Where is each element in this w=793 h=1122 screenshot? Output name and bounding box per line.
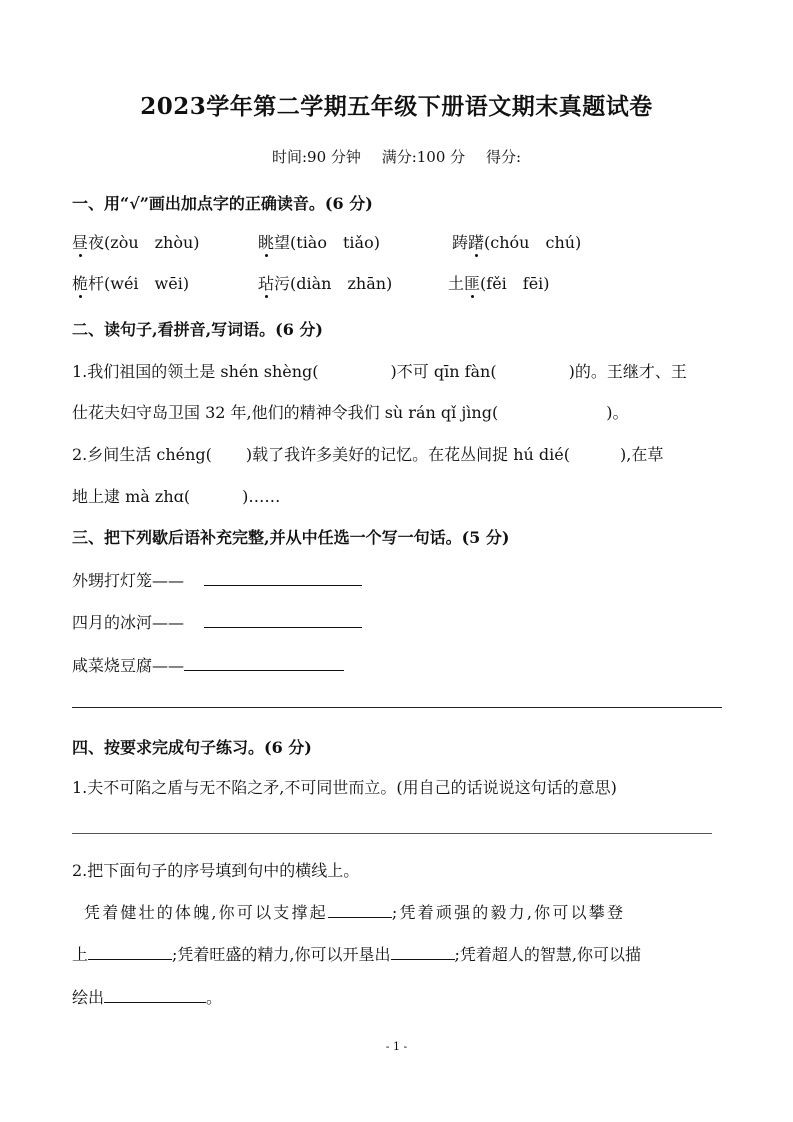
reading-item-4: 桅杆(wéi wēi)	[72, 274, 190, 293]
question2-2-line1: 2.乡间生活 chéng( )载了我许多美好的记忆。在花丛间捉 hú dié( ),在草	[72, 445, 664, 464]
question4-1-answer-line[interactable]	[72, 833, 712, 834]
question4-2-line3: 绘出 。	[72, 988, 223, 1007]
answer-blank[interactable]	[204, 584, 362, 586]
answer-blank[interactable]	[204, 626, 362, 628]
question2-1-line2: 仕花夫妇守岛卫国 32 年,他们的精神令我们 sù rán qǐ jìng( )。	[72, 403, 629, 422]
question4-2-line2: 上 ;凭着旺盛的精力,你可以开垦出 ;凭着超人的智慧,你可以描	[72, 945, 641, 964]
sentence-answer-line[interactable]	[72, 707, 722, 708]
page-number: - 1 -	[385, 1040, 408, 1053]
section3-heading: 三、把下列歇后语补充完整,并从中任选一个写一句话。(5 分)	[72, 528, 510, 547]
score-field: 得分:	[485, 148, 521, 166]
reading-item-2: 眺望(tiào tiǎo)	[258, 233, 380, 252]
reading-item-3: 踌躇(chóu chú)	[452, 233, 582, 252]
dotted-char: 昼	[72, 233, 89, 252]
question2-1-line1: 1.我们祖国的领土是 shén shèng( )不可 qīn fàn( )的。王继才、王	[72, 362, 687, 381]
exam-meta	[0, 146, 793, 167]
page-title: 2023学年第二学期五年级下册语文期末真题试卷	[140, 93, 653, 120]
time-limit: 时间:90 分钟	[272, 148, 361, 166]
full-score: 满分:100 分	[381, 148, 466, 166]
idiom-item-1: 外甥打灯笼——	[72, 568, 362, 591]
dotted-char: 眺	[258, 233, 275, 252]
idiom-item-3: 咸菜烧豆腐——	[72, 653, 344, 676]
section4-heading: 四、按要求完成句子练习。(6 分)	[72, 738, 312, 757]
reading-item-5: 玷污(diàn zhān)	[258, 274, 393, 293]
reading-item-1: 昼夜(zòu zhòu)	[72, 233, 200, 252]
section2-heading: 二、读句子,看拼音,写词语。(6 分)	[72, 320, 323, 339]
answer-blank[interactable]	[184, 669, 344, 671]
question4-2-line1: 凭着健壮的体魄,你可以支撑起 ;凭着顽强的毅力,你可以攀登	[84, 903, 626, 922]
question4-2: 2.把下面句子的序号填到句中的横线上。	[72, 861, 360, 880]
question4-1: 1.夫不可陷之盾与无不陷之矛,不可同世而立。(用自己的话说说这句话的意思)	[72, 778, 617, 797]
answer-blank[interactable]	[391, 958, 455, 960]
dotted-char: 匪	[464, 274, 481, 293]
reading-item-6: 土匪(fěi fēi)	[448, 274, 550, 293]
dotted-char: 玷	[258, 274, 275, 293]
question2-2-line2: 地上逮 mà zhɑ( )……	[72, 487, 281, 506]
section1-heading: 一、用“√”画出加点字的正确读音。(6 分)	[72, 194, 373, 213]
dotted-char: 桅	[72, 274, 89, 293]
idiom-item-2: 四月的冰河——	[72, 610, 362, 633]
answer-blank[interactable]	[328, 916, 392, 918]
answer-blank[interactable]	[88, 958, 172, 960]
answer-blank[interactable]	[104, 1001, 206, 1003]
dotted-char: 躇	[468, 233, 485, 252]
